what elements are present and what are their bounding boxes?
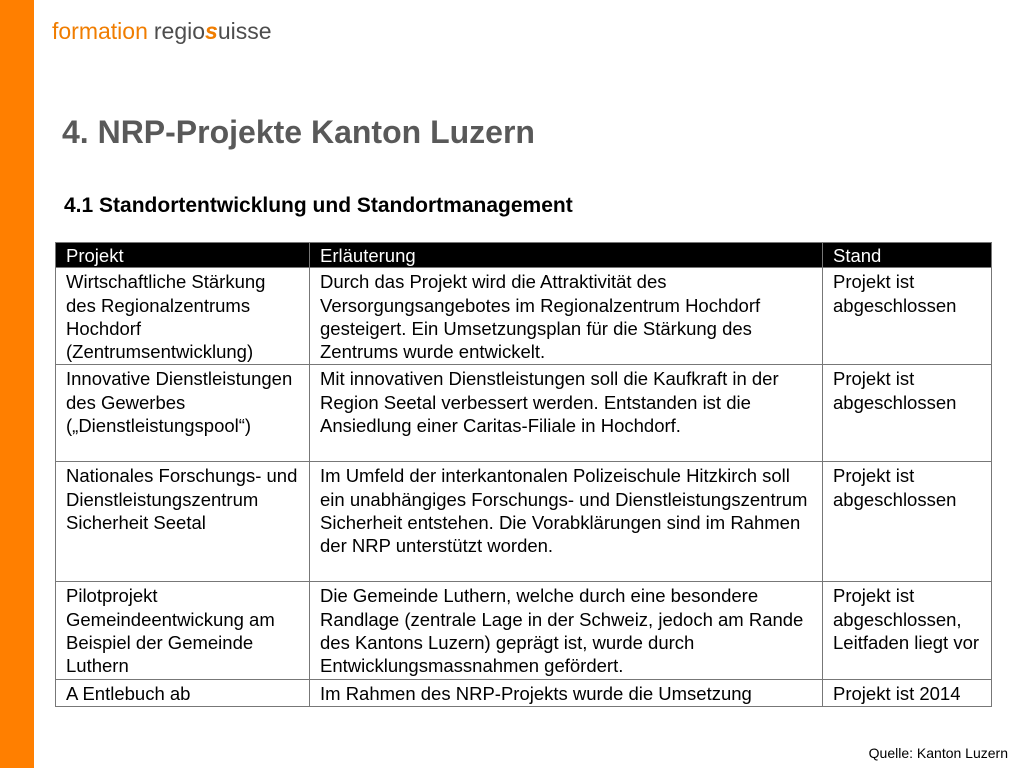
table-header-row xyxy=(56,243,992,268)
cell-stand: Projekt ist abgeschlossen xyxy=(823,462,992,582)
table-row xyxy=(56,582,992,679)
cell-projekt: Innovative Dienstleistungen des Gewerbes („Dienstleistungspool“) xyxy=(56,365,310,462)
projects-table xyxy=(55,242,992,707)
cell-erlaeuterung: Die Gemeinde Luthern, welche durch eine besondere Randlage (zentrale Lage in der Schweiz, jedoch am Rande des Kantons Luzern) geprägt ist, wurde durch Entwicklungsmassnahmen gefördert. xyxy=(310,582,823,679)
source-note: Quelle: Kanton Luzern xyxy=(868,745,1008,761)
cell-projekt: Pilotprojekt Gemeindeentwickung am Beispiel der Gemeinde Luthern xyxy=(56,582,310,679)
formation-regiosuisse-logo: formation regiosuisse xyxy=(52,18,272,44)
cell-projekt: Wirtschaftliche Stärkung des Regionalzentrums Hochdorf (Zentrumsentwicklung) xyxy=(56,268,310,365)
table-row xyxy=(56,365,992,462)
cell-erlaeuterung: Mit innovativen Dienstleistungen soll die Kaufkraft in der Region Seetal verbessert werden. Entstanden ist die Ansiedlung einer Caritas-Filiale in Hochdorf. xyxy=(310,365,823,462)
cell-stand: Projekt ist 2014 xyxy=(823,679,992,706)
header-stand: Stand xyxy=(823,243,992,268)
header-projekt: Projekt xyxy=(56,243,310,268)
section-title: 4.1 Standortentwicklung und Standortmanagement xyxy=(64,194,573,217)
cell-projekt: Nationales Forschungs- und Dienstleistungszentrum Sicherheit Seetal xyxy=(56,462,310,582)
cell-stand: Projekt ist abgeschlossen xyxy=(823,268,992,365)
projects-table-container xyxy=(55,242,991,704)
cell-erlaeuterung: Im Umfeld der interkantonalen Polizeischule Hitzkirch soll ein unabhängiges Forschungs- und Dienstleistungszentrum Sicherheit entstehen. Die Vorabklärungen sind im Rahmen der NRP unterstützt worden. xyxy=(310,462,823,582)
orange-side-bar xyxy=(0,0,34,768)
table-row xyxy=(56,268,992,365)
cell-erlaeuterung: Im Rahmen des NRP-Projekts wurde die Umsetzung xyxy=(310,679,823,706)
cell-projekt: A Entlebuch ab xyxy=(56,679,310,706)
cell-erlaeuterung: Durch das Projekt wird die Attraktivität des Versorgungsangebotes im Regionalzentrum Hochdorf gesteigert. Ein Umsetzungsplan für die Stärkung des Zentrums wurde entwickelt. xyxy=(310,268,823,365)
cell-stand: Projekt ist abgeschlossen, Leitfaden liegt vor xyxy=(823,582,992,679)
cell-stand: Projekt ist abgeschlossen xyxy=(823,365,992,462)
slide-title: 4. NRP-Projekte Kanton Luzern xyxy=(62,114,535,150)
header-erlaeuterung: Erläuterung xyxy=(310,243,823,268)
table-row xyxy=(56,462,992,582)
table-row-partial xyxy=(56,679,992,706)
